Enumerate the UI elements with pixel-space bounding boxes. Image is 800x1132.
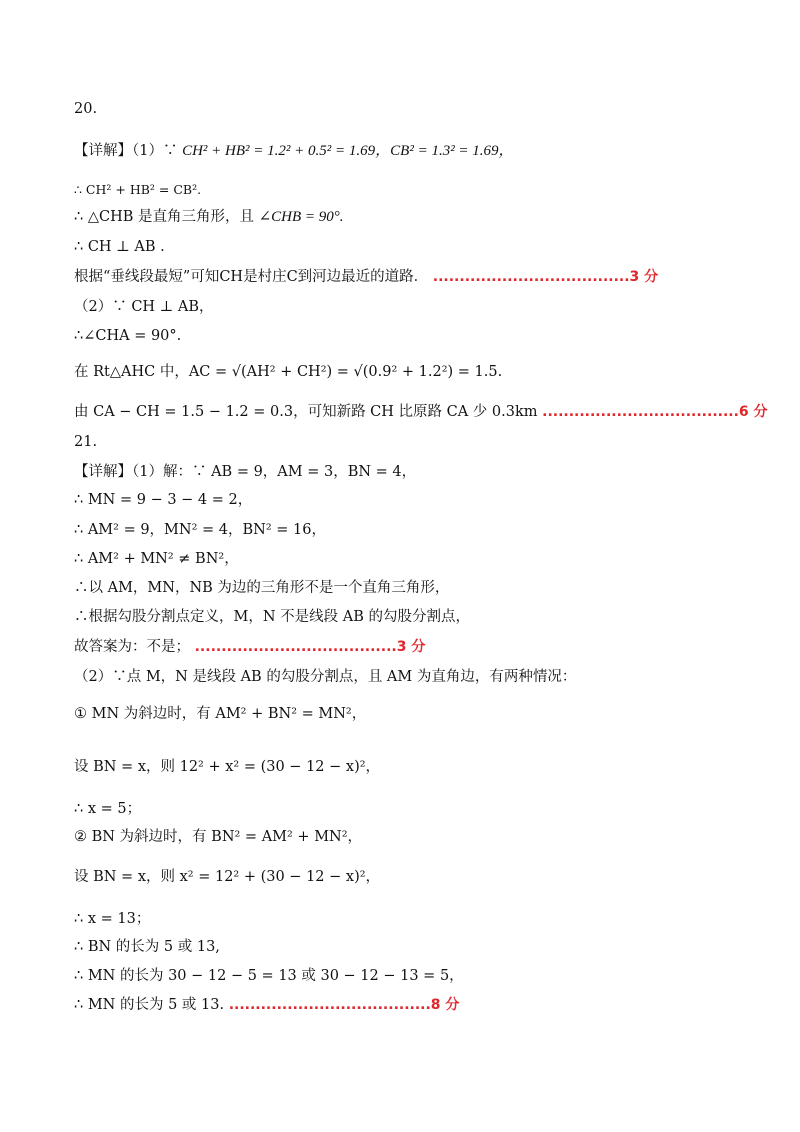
q20-score-6: .....................................6 分	[542, 404, 768, 420]
q21-line-7	[74, 637, 425, 657]
q21-line-8: （2）∵点 M，N 是线段 AB 的勾股分割点，且 AM 为直角边，有两种情况：	[74, 669, 577, 685]
q21-line-7-text: 故答案为：不是；	[74, 639, 190, 655]
q21-line-12: ② BN 为斜边时，有 BN² = AM² + MN²，	[74, 829, 363, 845]
q21-line-5: ∴以 AM，MN，NB 为边的三角形不是一个直角三角形，	[74, 580, 450, 596]
q20-score-3: .....................................3 分	[432, 269, 659, 285]
q20-line-1	[74, 141, 514, 161]
q21-line-3: ∴ AM² = 9，MN² = 4，BN² = 16，	[74, 522, 326, 538]
q20-line-3-b: ∠CHB = 90°.	[258, 209, 344, 225]
q20-line-3-a: ∴ △CHB 是直角三角形，且	[74, 209, 254, 225]
q20-number: 20.	[74, 101, 98, 117]
q21-line-17-text: ∴ MN 的长为 5 或 13.	[74, 997, 225, 1013]
q21-line-13: 设 BN = x，则 x² = 12² + (30 − 12 − x)²，	[74, 869, 381, 885]
q21-line-1: 【详解】（1）解：∵ AB = 9，AM = 3，BN = 4，	[74, 464, 417, 480]
q20-line-7: ∴∠CHA = 90°.	[74, 328, 182, 344]
q21-line-11: ∴ x = 5；	[74, 801, 142, 817]
q20-line-6: （2）∵ CH ⊥ AB，	[74, 299, 214, 315]
q21-line-15: ∴ BN 的长为 5 或 13,	[74, 939, 220, 955]
q20-line-5	[74, 267, 658, 287]
q20-line-3	[74, 207, 344, 227]
q20-line-4: ∴ CH ⊥ AB .	[74, 239, 165, 255]
q21-line-6: ∴根据勾股分割点定义，M，N 不是线段 AB 的勾股分割点，	[74, 609, 470, 625]
q20-line-5-text: 根据“垂线段最短”可知CH是村庄C到河边最近的道路．	[74, 269, 429, 285]
q21-line-9: ① MN 为斜边时，有 AM² + BN² = MN²，	[74, 706, 367, 722]
q21-number: 21.	[74, 434, 98, 450]
q21-line-10: 设 BN = x，则 12² + x² = (30 − 12 − x)²，	[74, 759, 381, 775]
q21-line-17	[74, 995, 459, 1015]
q20-line-1-prefix: 【详解】（1）∵	[74, 143, 178, 159]
q20-line-8: 在 Rt△AHC 中，AC = √(AH² + CH²) = √(0.9² + 1.2²) = 1.5.	[74, 364, 503, 380]
q21-line-2: ∴ MN = 9 − 3 − 4 = 2，	[74, 492, 253, 508]
q21-score-3: ......................................3 分	[194, 639, 426, 655]
q20-line-9-text: 由 CA − CH = 1.5 − 1.2 = 0.3，可知新路 CH 比原路 CA 少 0.3km	[74, 404, 538, 420]
q20-line-1-math: CH² + HB² = 1.2² + 0.5² = 1.69，CB² = 1.3² = 1.69，	[182, 143, 514, 159]
q21-score-8: ......................................8 分	[228, 997, 460, 1013]
q20-line-9	[74, 402, 768, 422]
q21-line-14: ∴ x = 13；	[74, 911, 151, 927]
q21-line-4: ∴ AM² + MN² ≠ BN²，	[74, 551, 239, 567]
q21-line-16: ∴ MN 的长为 30 − 12 − 5 = 13 或 30 − 12 − 13 = 5，	[74, 968, 464, 984]
q20-line-2: ∴ CH² + HB² = CB².	[74, 182, 202, 197]
